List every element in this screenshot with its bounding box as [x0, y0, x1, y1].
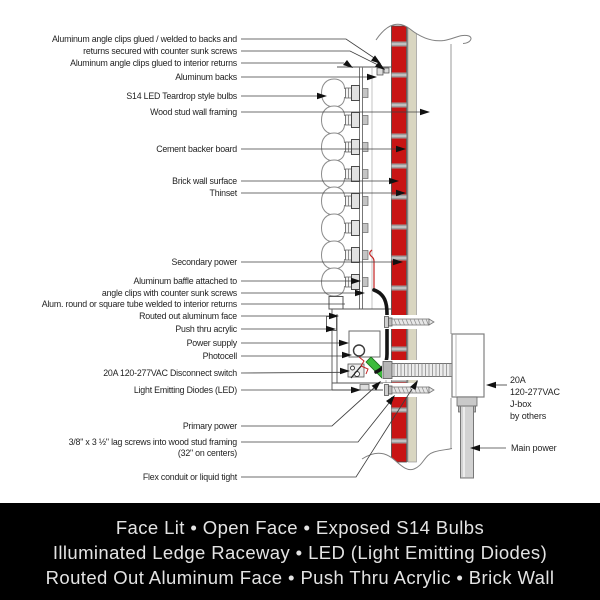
arrowhead-icon: [486, 382, 496, 389]
caption-line-1: Face Lit • Open Face • Exposed S14 Bulbs: [115, 517, 485, 538]
diagram-label: 3/8" x 3 ½" lag screws into wood stud framing: [68, 437, 237, 447]
diagram-label: S14 LED Teardrop style bulbs: [126, 91, 237, 101]
s14-bulb: [322, 187, 369, 215]
aluminum-tube: [329, 297, 343, 310]
s14-bulb: [322, 106, 369, 134]
diagram-label: Alum. round or square tube welded to interior returns: [41, 299, 237, 309]
arrowhead-icon: [420, 109, 430, 116]
angle-clip: [360, 385, 369, 391]
diagram-label: Wood stud wall framing: [150, 107, 237, 117]
diagram-label: Thinset: [209, 188, 237, 198]
angle-clip: [384, 68, 389, 73]
leader-line: [241, 387, 375, 426]
sign-cabinet: [337, 67, 391, 309]
diagram-label: Power supply: [186, 338, 237, 348]
jbox-label: J-box: [510, 399, 532, 409]
flex-conduit: [382, 360, 454, 380]
main-power-label: Main power: [511, 443, 557, 453]
diagram-label: Brick wall surface: [172, 176, 237, 186]
s14-bulb: [322, 160, 369, 188]
jbox-label: by others: [510, 411, 547, 421]
diagram-label: Aluminum angle clips glued to interior returns: [70, 58, 237, 68]
diagram-label: Aluminum baffle attached to: [133, 276, 237, 286]
lag-screw: [383, 383, 436, 397]
s14-bulb: [322, 133, 369, 161]
diagram-label: Light Emitting Diodes (LED): [133, 385, 237, 395]
junction-box: [452, 334, 484, 478]
jbox-body: [452, 334, 484, 397]
leader-line: [241, 372, 341, 373]
arrowhead-icon: [351, 387, 361, 394]
arrowhead-icon: [339, 340, 349, 347]
diagram-label: 20A 120-277VAC Disconnect switch: [103, 368, 237, 378]
wall-assembly: [362, 0, 471, 505]
diagram-label: (32" on centers): [177, 448, 237, 458]
diagram-label: Photocell: [202, 351, 237, 361]
s14-bulb: [322, 79, 369, 107]
caption-line-2: Illuminated Ledge Raceway • LED (Light Emitting Diodes): [52, 542, 548, 563]
leader-line: [241, 39, 375, 59]
diagram-label: returns secured with counter sunk screws: [83, 46, 237, 56]
break-line-mask-top: [376, 0, 469, 41]
diagram-label: Flex conduit or liquid tight: [142, 472, 237, 482]
diagram-label: Primary power: [182, 421, 237, 431]
diagram-labels: [42, 34, 561, 482]
main-power-conduit: [461, 406, 474, 478]
lag-screw: [383, 315, 436, 329]
diagram-label: Aluminum backs: [175, 72, 237, 82]
jbox-label: 120-277VAC: [510, 387, 560, 397]
s14-bulb: [322, 241, 369, 269]
diagram-label: Routed out aluminum face: [139, 311, 237, 321]
diagram-label: Push thru acrylic: [175, 324, 237, 334]
bulb-string: [322, 79, 369, 296]
diagram-label: angle clips with counter sunk screws: [101, 288, 237, 298]
conduit-connector: [457, 397, 477, 406]
diagram-label: Cement backer board: [156, 144, 237, 154]
angle-clip: [377, 68, 383, 75]
caption-line-3: Routed Out Aluminum Face • Push Thru Acrylic • Brick Wall: [45, 567, 555, 588]
title-block: [0, 503, 600, 600]
diagram-label: Secondary power: [171, 257, 237, 267]
photocell: [354, 345, 365, 356]
diagram-label: Aluminum angle clips glued / welded to backs and: [51, 34, 237, 44]
s14-bulb: [322, 214, 369, 242]
leader-line: [241, 403, 389, 442]
jbox-label: 20A: [510, 375, 526, 385]
